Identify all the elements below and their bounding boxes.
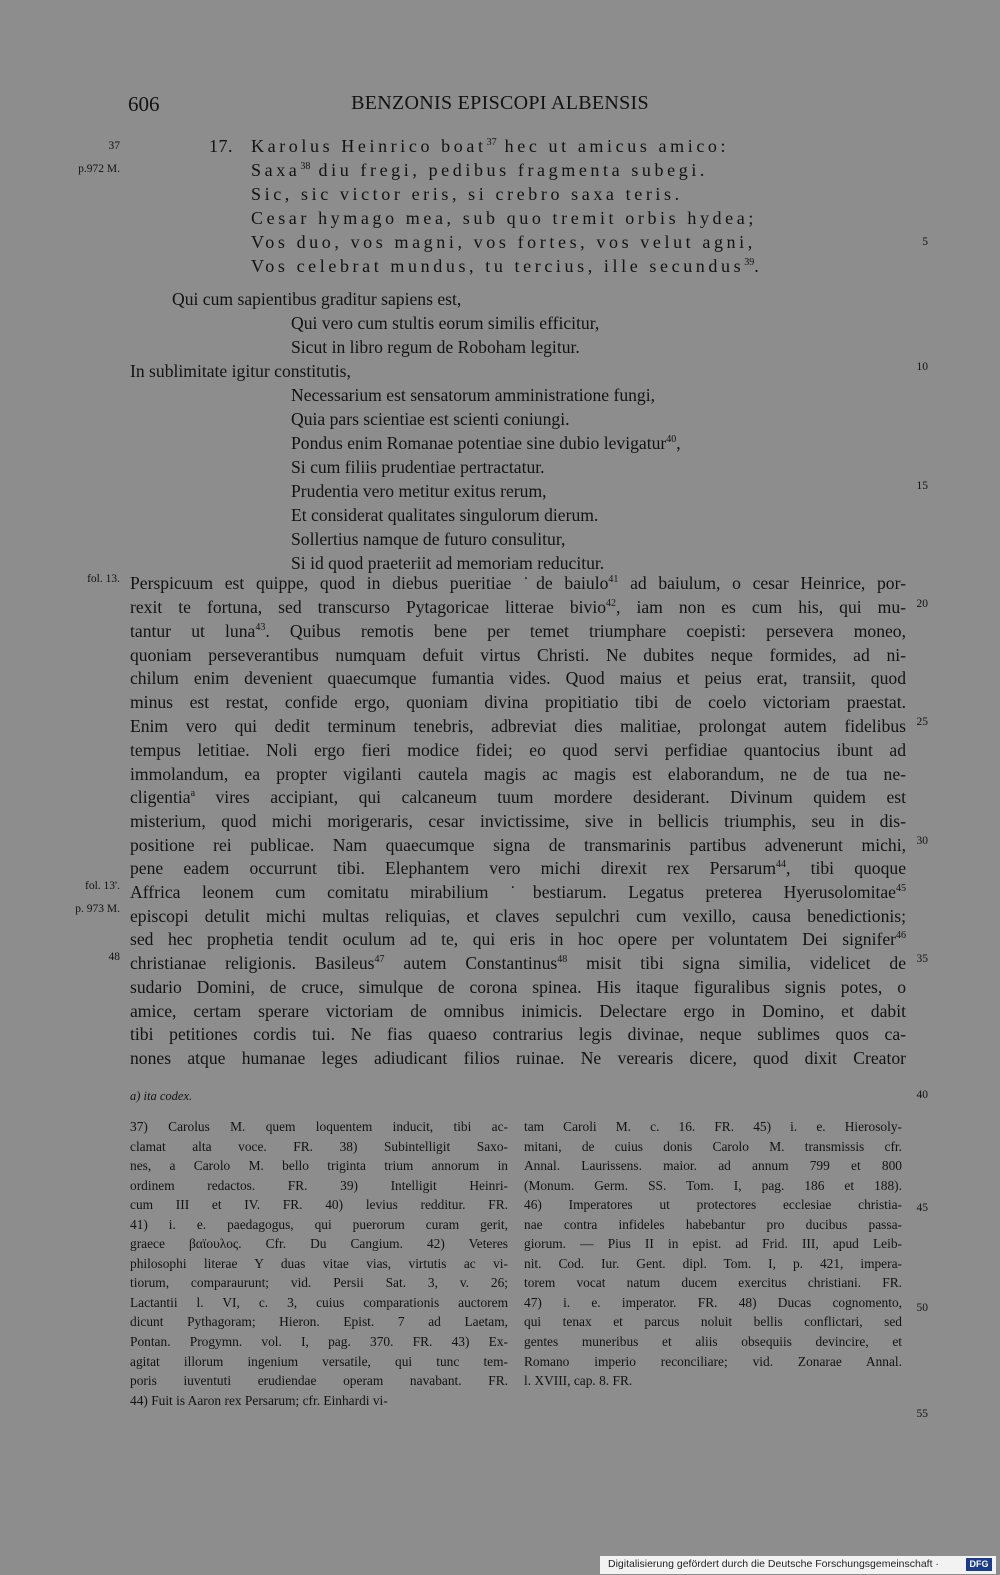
prose-line-text: , [676,433,681,453]
prose-line: Si id quod praeteriit ad memoriam reducitur. [291,553,605,573]
line-number-25: 25 [916,716,928,728]
line-number-5: 5 [922,236,928,248]
footnote-line: graece βαϊουλος. Cfr. Du Cangium. 42) Veteres [130,1236,508,1252]
footnote-line: Romano imperio reconciliare; vid. Zonarae Annal. [524,1353,902,1369]
body-line: chilum enim devenient quaecumque fumantia vides. Quod maius et peius erat, transiit, quod [130,668,906,688]
prose-line [291,433,681,454]
body-line: quoniam perseverantibus numquam defuit virtus Christi. Ne dubites neque formides, ad ni- [130,645,906,665]
verse-line-text: diu fregi, pedibus fragmenta subegi. [310,160,709,180]
prose-line-text: Pondus enim Romanae potentiae sine dubio levigatur [291,433,667,453]
body-line [130,858,906,882]
footnote-ref: 46 [896,930,906,942]
body-text: vires accipiant, qui calcaneum tuum mordere desiderant. Divinum quidem est [195,787,906,807]
prose-line: Sollertius namque de futuro consulitur, [291,529,566,549]
footnote-line: 46) Imperatores ut protectores ecclesiae christia- [524,1197,902,1213]
footnote-line: torem vocat natum ducem exercitus christiani. FR. [524,1275,902,1291]
line-number-30: 30 [916,835,928,847]
footnote-line: cum III et IV. FR. 40) levius redditur. FR. [130,1197,508,1213]
body-line: Enim vero qui dedit terminum tenebris, adbreviat dies malitiae, prolongat autem fidelibus [130,716,906,736]
footnote-line: nae contra infideles habebantur pro ducibus passa- [524,1216,902,1232]
footnote-line: 37) Carolus M. quem loquentem inducit, tibi ac- [130,1119,508,1134]
body-text: Affrica leonem cum comitatu mirabilium ˙bestiarum. Legatus preterea Hyerusolomitae [130,882,896,902]
body-line [130,929,906,953]
dfg-logo: DFG [966,1558,992,1571]
line-number-45: 45 [916,1202,928,1214]
body-line: tibi petitiones cordis tui. Ne fias quaeso contrarius legis divinae, neque sublimes quos ca- [130,1024,906,1044]
verse-line [251,184,683,205]
body-text: rexit te fortuna, sed transcurso Pytagoricae litterae bivio [130,597,607,617]
footer-credit: Digitalisierung gefördert durch die Deutsche Forschungsgemeinschaft · [608,1558,939,1570]
line-number-55: 55 [916,1408,928,1420]
verse-line-text: Vos duo, vos magni, vos fortes, vos velut agni, [251,232,756,252]
verse-line [251,208,757,229]
prose-line: Qui cum sapientibus graditur sapiens est, [172,289,462,309]
page-header [0,92,1000,122]
footnote-ref: 45 [896,883,906,895]
verse-line-text: . [754,256,763,276]
body-line: episcopi detulit michi multas reliquias, et claves sepulchri cum vexillo, causa benedictionis; [130,906,906,926]
body-text: christianae religionis. Basileus [130,953,375,973]
prose-line: Qui vero cum stultis eorum similis efficitur, [291,313,600,333]
body-line: amice, certam sperare victoriam de omnibus inimicis. Delectare ergo in Domino, et dabit [130,1001,906,1021]
body-text: . Quibus remotis bene per temet triumphare coepisti: persevera moneo, [265,621,906,641]
line-number-40: 40 [916,1089,928,1101]
body-text: pene eadem occurrunt tibi. Elephantem vero michi direxit rex Persarum [130,858,777,878]
footnote-ref: 38 [300,161,311,172]
body-line: tempus letitiae. Noli ergo fieri modice fidei; eo quod servi perfidiae quantocius ibunt ad [130,740,906,760]
margin-note-p973: p. 973 M. [75,903,120,915]
body-text: , tibi quoque [786,858,906,878]
body-text: , iam non es cum his, qui mu- [616,597,906,617]
prose-line: Necessarium est sensatorum amministratione fungi, [291,385,656,405]
verse-line [251,256,762,277]
body-text: Perspicuum est quippe, quod in diebus pueritiae ˙de baiulo [130,573,609,593]
verse-line [251,232,756,253]
body-line [130,573,906,597]
footnote-line: 44) Fuit is Aaron rex Persarum; cfr. Einhardi vi- [130,1392,388,1408]
body-text: sed hec prophetia tendit oculum ad te, qui eris in hoc opere per voluntatem Dei signifer [130,929,896,949]
footnote-ref: 47 [374,954,385,966]
body-line [130,597,906,621]
body-text: cligentia [130,787,191,807]
prose-line: Si cum filiis prudentiae pertractatur. [291,457,545,477]
footnote-line: mitani, de cuius donis Carolo M. transmissis cfr. [524,1138,902,1154]
margin-note-37: 37 [108,140,120,152]
prose-line: In sublimitate igitur constitutis, [130,361,351,381]
body-line: immolandum, ea propter vigilanti cautela magis ac magis est elaborandum, ne de tua ne- [130,764,906,784]
footnote-ref: 41 [608,574,619,586]
body-line [130,953,906,977]
footnote-line: clamat alta voce. FR. 38) Subintelligit Saxo- [130,1138,508,1154]
footnote-line: qui tenax et parcus noluit bellis conflictari, sed [524,1314,902,1330]
footnote-line: ordinem redactos. FR. 39) Intelligit Heinri- [130,1177,508,1193]
body-text: tantur ut luna [130,621,256,641]
line-number-35: 35 [916,953,928,965]
footnote-line: Pontan. Progymn. vol. I, pag. 370. FR. 43) Ex- [130,1334,508,1350]
footnotes-right-column [524,1117,902,1391]
footnote-ref: 44 [776,859,787,871]
footnote-line: poris iuventuti erudiendae operam navabant. FR. [130,1373,508,1389]
body-line [130,882,906,906]
verse-line-text: hec ut amicus amico: [496,136,730,156]
footnote-line: tiorum, comparaurunt; vid. Persii Sat. 3, v. 26; [130,1275,508,1291]
footnote-line: Lactantii l. VI, c. 3, cuius comparationis auctorem [130,1294,508,1310]
footnote-line: gentes muneribus et aliis obsequiis devincire, et [524,1334,902,1350]
footnote-ref: 48 [557,954,568,966]
footnote-line: 41) i. e. paedagogus, qui puerorum curam gerit, [130,1216,508,1232]
footnote-line: philosophi literae Y duas vitae vias, virtutis ac vi- [130,1255,508,1271]
footnote-ref: 37 [486,137,497,148]
footnote-line: tam Caroli M. c. 16. FR. 45) i. e. Hierosoly- [524,1119,902,1134]
footnote-ref: 43 [255,622,266,634]
footnotes-left-column [130,1117,508,1410]
footnote-ref: 39 [744,257,755,268]
margin-note-48: 48 [108,951,120,963]
running-title: BENZONIS EPISCOPI ALBENSIS [351,92,649,114]
body-line: positione rei publicae. Nam quaecumque signa de transmarinis partibus advenerunt michi, [130,835,906,855]
verse-line [251,136,729,157]
verse-line-text: Saxa [251,160,301,180]
footnote-ref: 40 [666,434,677,446]
prose-line: Prudentia vero metitur exitus rerum, [291,481,547,501]
prose-line: Quia pars scientiae est scienti coniungi. [291,409,570,429]
body-text: ad baiulum, o cesar Heinrice, por- [618,573,906,593]
variant-apparatus: a) ita codex. [130,1089,193,1103]
footnote-line: dicunt Pythagoram; Hieron. Epist. 7 ad Laetam, [130,1314,508,1330]
footnote-line: nes, a Carolo M. bello triginta trium annorum in [130,1158,508,1174]
verse-line-text: Karolus Heinrico boat [251,136,487,156]
verse-line-text: Cesar hymago mea, sub quo tremit orbis hydea; [251,208,757,228]
margin-note-fol13: fol. 13. [87,573,120,585]
verse-line [251,160,708,181]
line-number-15: 15 [916,480,928,492]
body-line: minus est restat, confide ergo, quoniam divina propitiatio tibi de coelo victoriam praestat. [130,692,906,712]
footnote-line: l. XVIII, cap. 8. FR. [524,1373,633,1389]
verse-line-text: Sic, sic victor eris, si crebro saxa teris. [251,184,683,204]
prose-line: Et considerat qualitates singulorum dierum. [291,505,599,525]
footnote-line: nit. Cod. Iur. Gent. dipl. Tom. I, p. 421, impera- [524,1255,902,1271]
footnote-line: 47) i. e. imperator. FR. 48) Ducas cognomento, [524,1294,902,1310]
body-line: sudario Domini, de cruce, simulque de corona spinea. His itaque figuralibus signis potes, o [130,977,906,997]
footnote-line: Annal. Laurissens. maior. ad annum 799 et 800 [524,1158,902,1174]
prose-line: Sicut in libro regum de Roboham legitur. [291,337,580,357]
page-number: 606 [128,92,160,116]
margin-note-fol13v: fol. 13'. [85,880,120,892]
line-number-50: 50 [916,1302,928,1314]
verse-line-text: Vos celebrat mundus, tu tercius, ille secundus [251,256,745,276]
digitization-footer [600,1556,996,1574]
line-number-10: 10 [916,361,928,373]
footnote-line: giorum. — Pius II in epist. ad Frid. III, apud Leib- [524,1236,902,1252]
line-number-20: 20 [916,598,928,610]
margin-note-p972: p.972 M. [78,163,120,175]
variant-ref: a [190,788,196,800]
verse-number: 17. [209,136,233,156]
footnote-ref: 42 [606,598,617,610]
body-line [130,621,906,645]
footnote-line: agitat illorum ingenium versatile, qui tunc tem- [130,1353,508,1369]
footnote-line: (Monum. Germ. SS. Tom. I, pag. 186 et 188). [524,1177,902,1193]
body-line [130,787,906,811]
body-text: autem Constantinus [384,953,558,973]
body-line: nones atque humanae leges adiudicant filios ruinae. Ne verearis dicere, quod dixit Creator [130,1048,906,1068]
body-text: misit tibi signa similia, videlicet de [567,953,906,973]
body-line: misterium, quod michi morigeraris, cesar invictissime, sive in bellicis triumphis, seu in dis- [130,811,906,831]
